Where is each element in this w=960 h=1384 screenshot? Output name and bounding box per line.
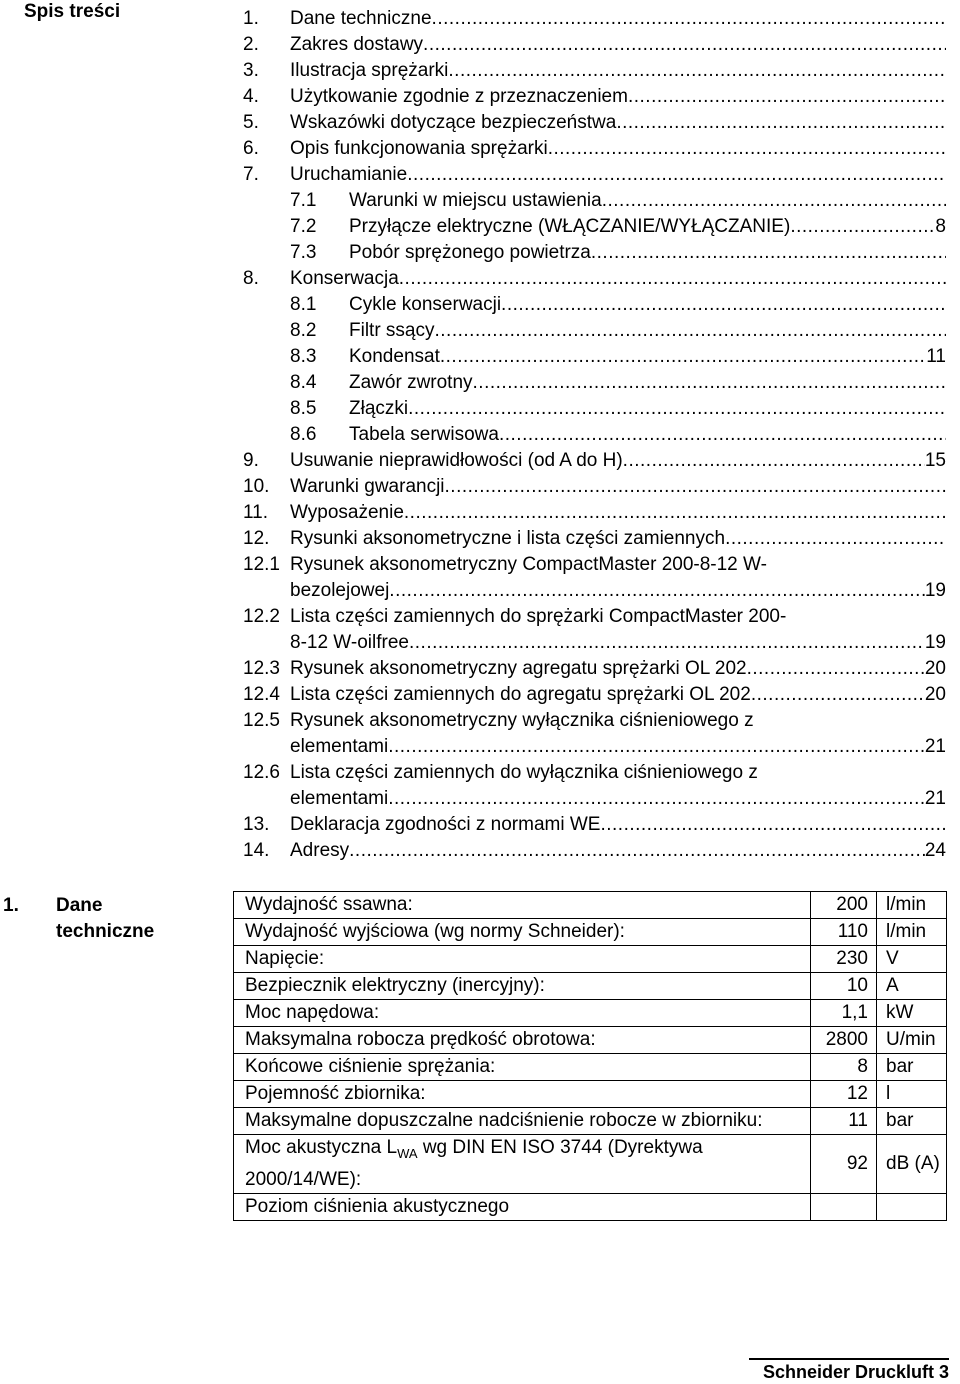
toc-entry[interactable] <box>243 526 946 552</box>
toc-entry-text-first-line: Lista części zamiennych do sprężarki CompactMaster 200- <box>290 606 787 627</box>
toc-entry[interactable] <box>243 474 946 500</box>
spec-label-subscript: WA <box>397 1145 418 1161</box>
toc-entry-text: Dane techniczne <box>290 8 432 29</box>
toc-leader-dots <box>591 240 946 266</box>
toc-entry-number: 7.2 <box>290 216 317 237</box>
toc-entry-number: 12.3 <box>243 658 280 679</box>
spec-unit: U/min <box>877 1027 947 1054</box>
toc-entry-number: 12.1 <box>243 554 280 575</box>
toc-entry-text: Wyposażenie <box>290 502 404 523</box>
toc-entry-text: Uruchamianie <box>290 164 408 185</box>
toc-leader-dots <box>747 656 925 682</box>
toc-leader-dots <box>408 396 946 422</box>
spec-label: Moc napędowa: <box>234 1000 811 1027</box>
spec-unit: l/min <box>877 919 947 946</box>
section-title: Dane techniczne <box>56 895 155 942</box>
spec-row <box>234 892 947 919</box>
toc-leader-dots <box>616 110 946 136</box>
toc-entry-number: 7.1 <box>290 190 317 211</box>
toc-entry-number: 8. <box>243 268 259 289</box>
toc-entry-number: 8.3 <box>290 346 317 367</box>
specs-table <box>233 891 947 1221</box>
toc-entry-text: elementami <box>290 788 389 809</box>
toc-entry-text: Zawór zwrotny <box>349 372 473 393</box>
spec-label: Bezpiecznik elektryczny (inercyjny): <box>234 973 811 1000</box>
spec-label: Maksymalne dopuszczalne nadciśnienie robocze w zbiorniku: <box>234 1108 811 1135</box>
spec-unit: bar <box>877 1108 947 1135</box>
toc-entry-number: 5. <box>243 112 259 133</box>
spec-value: 1,1 <box>811 1000 877 1027</box>
toc-page-number: 20 <box>924 658 946 679</box>
spec-label-text: wg DIN EN ISO 3744 (Dyrektywa 2000/14/WE): <box>245 1137 703 1190</box>
spec-value <box>811 1193 877 1220</box>
toc-page-number: 21 <box>924 736 946 757</box>
toc-entry-text: Rysunek aksonometryczny agregatu sprężarki OL 202 <box>290 658 747 679</box>
toc-entry[interactable] <box>243 760 946 812</box>
section-number: 1. <box>3 895 19 916</box>
spec-row <box>234 1135 947 1194</box>
toc-entry-text: 8-12 W-oilfree <box>290 632 409 653</box>
spec-value: 8 <box>811 1054 877 1081</box>
toc-entry-text: Adresy <box>290 840 350 861</box>
toc-entry-number: 13. <box>243 814 270 835</box>
toc-leader-dots <box>407 162 946 188</box>
toc-page-number: 19 <box>924 632 946 653</box>
spec-value: 110 <box>811 919 877 946</box>
spec-row <box>234 946 947 973</box>
toc-entry-text: Ilustracja sprężarki <box>290 60 449 81</box>
toc-page-number: 20 <box>924 684 946 705</box>
toc-entry-text: Rysunki aksonometryczne i lista części zamiennych <box>290 528 726 549</box>
toc-leader-dots <box>409 630 925 656</box>
spec-row <box>234 1054 947 1081</box>
toc-heading: Spis treści <box>24 1 121 22</box>
spec-label: Wydajność wyjściowa (wg normy Schneider): <box>234 919 811 946</box>
toc-entry[interactable] <box>243 448 946 474</box>
page-footer: Schneider Druckluft 3 <box>749 1358 949 1384</box>
toc-entry[interactable] <box>243 58 946 84</box>
toc-entry[interactable] <box>243 682 946 708</box>
spec-value: 230 <box>811 946 877 973</box>
toc-leader-dots <box>349 838 925 864</box>
toc-leader-dots <box>602 188 946 214</box>
toc-page-number: 24 <box>924 840 946 861</box>
toc-entry[interactable] <box>243 318 946 344</box>
toc-entry-number: 8.1 <box>290 294 317 315</box>
toc-leader-dots <box>440 344 926 370</box>
spec-unit: dB (A) <box>877 1135 947 1194</box>
toc-page-number: 15 <box>924 450 946 471</box>
toc-entry-text: Filtr ssący <box>349 320 435 341</box>
toc-entry-text: Złączki <box>349 398 409 419</box>
toc-entry-text: Użytkowanie zgodnie z przeznaczeniem <box>290 86 628 107</box>
spec-label <box>234 1135 811 1194</box>
toc-entry-text: Kondensat <box>349 346 440 367</box>
spec-unit <box>877 1193 947 1220</box>
toc-entry-text: Wskazówki dotyczące bezpieczeństwa <box>290 112 617 133</box>
toc-entry[interactable] <box>243 370 946 396</box>
spec-value: 12 <box>811 1081 877 1108</box>
toc-entry-text: Opis funkcjonowania sprężarki <box>290 138 548 159</box>
toc-entry-number: 6. <box>243 138 259 159</box>
toc-entry[interactable] <box>243 292 946 318</box>
spec-row <box>234 1000 947 1027</box>
toc-entry[interactable] <box>243 500 946 526</box>
toc-entry-number: 1. <box>243 8 259 29</box>
toc-leader-dots <box>501 292 946 318</box>
toc-entry[interactable] <box>243 214 946 240</box>
toc-entry-number: 10. <box>243 476 270 497</box>
spec-label: Maksymalna robocza prędkość obrotowa: <box>234 1027 811 1054</box>
toc-page-number: 21 <box>924 788 946 809</box>
spec-unit: l/min <box>877 892 947 919</box>
spec-label: Wydajność ssawna: <box>234 892 811 919</box>
spec-value: 200 <box>811 892 877 919</box>
toc-entry[interactable] <box>243 396 946 422</box>
spec-unit: bar <box>877 1054 947 1081</box>
toc-entry[interactable] <box>243 604 946 656</box>
spec-value: 10 <box>811 973 877 1000</box>
toc-entry[interactable] <box>243 240 946 266</box>
spec-unit: A <box>877 973 947 1000</box>
spec-unit: V <box>877 946 947 973</box>
toc-leader-dots <box>445 474 946 500</box>
spec-label: Poziom ciśnienia akustycznego <box>234 1193 811 1220</box>
spec-value: 2800 <box>811 1027 877 1054</box>
toc-entry-text: Przyłącze elektryczne (WŁĄCZANIE/WYŁĄCZANIE) <box>349 216 791 237</box>
toc-entry-text: Deklaracja zgodności z normami WE <box>290 814 601 835</box>
toc-leader-dots <box>600 812 946 838</box>
toc-entry-text: Lista części zamiennych do agregatu sprężarki OL 202 <box>290 684 751 705</box>
spec-label: Pojemność zbiornika: <box>234 1081 811 1108</box>
toc-page-number: 8 <box>935 216 946 237</box>
toc-entry[interactable] <box>243 136 946 162</box>
spec-value: 11 <box>811 1108 877 1135</box>
toc-entry-text: Warunki gwarancji <box>290 476 445 497</box>
toc-leader-dots <box>399 266 946 292</box>
spec-value: 92 <box>811 1135 877 1194</box>
toc-leader-dots <box>751 682 925 708</box>
toc-entry[interactable] <box>243 812 946 838</box>
toc-entry[interactable] <box>243 344 946 370</box>
toc-leader-dots <box>423 32 946 58</box>
spec-row <box>234 1027 947 1054</box>
spec-label-text: Moc akustyczna L <box>245 1137 398 1158</box>
spec-unit: l <box>877 1081 947 1108</box>
toc-entry-text: Cykle konserwacji <box>349 294 502 315</box>
toc-entry-number: 2. <box>243 34 259 55</box>
toc-entry-text: Usuwanie nieprawidłowości (od A do H) <box>290 450 623 471</box>
toc-leader-dots <box>389 578 925 604</box>
toc-leader-dots <box>448 58 946 84</box>
toc-entry-number: 7.3 <box>290 242 317 263</box>
toc-entry[interactable] <box>243 6 946 32</box>
toc-leader-dots <box>499 422 946 448</box>
toc-leader-dots <box>432 6 946 32</box>
toc-entry[interactable] <box>243 32 946 58</box>
toc-leader-dots <box>388 734 925 760</box>
toc-entry[interactable] <box>243 552 946 604</box>
toc-entry-text: Tabela serwisowa <box>349 424 499 445</box>
toc-leader-dots <box>725 526 946 552</box>
toc-entry-text: Zakres dostawy <box>290 34 424 55</box>
toc-entry-number: 7. <box>243 164 259 185</box>
toc-leader-dots <box>628 84 946 110</box>
toc-entry[interactable] <box>243 422 946 448</box>
toc-entry[interactable] <box>243 266 946 292</box>
toc-leader-dots <box>548 136 946 162</box>
toc-leader-dots <box>435 318 947 344</box>
toc-entry-number: 12.5 <box>243 710 280 731</box>
toc-entry-text: Pobór sprężonego powietrza <box>349 242 591 263</box>
toc-page-number: 19 <box>924 580 946 601</box>
spec-row <box>234 1108 947 1135</box>
toc-page-number: 11 <box>926 346 946 367</box>
toc-entry[interactable] <box>243 110 946 136</box>
spec-row <box>234 1193 947 1220</box>
toc-entry-text: Warunki w miejscu ustawienia <box>349 190 602 211</box>
toc-entry-number: 3. <box>243 60 259 81</box>
toc-entry-text-first-line: Rysunek aksonometryczny CompactMaster 200-8-12 W- <box>290 554 767 575</box>
toc-leader-dots <box>623 448 925 474</box>
toc-leader-dots <box>388 786 925 812</box>
spec-unit: kW <box>877 1000 947 1027</box>
toc-entry-number: 12.4 <box>243 684 280 705</box>
toc-entry-number: 14. <box>243 840 270 861</box>
toc-leader-dots <box>790 214 935 240</box>
table-of-contents <box>243 6 946 864</box>
toc-entry-number: 8.6 <box>290 424 317 445</box>
toc-entry[interactable] <box>243 656 946 682</box>
spec-row <box>234 973 947 1000</box>
spec-label: Napięcie: <box>234 946 811 973</box>
toc-entry-number: 4. <box>243 86 259 107</box>
toc-entry-number: 8.2 <box>290 320 317 341</box>
toc-entry[interactable] <box>243 162 946 188</box>
toc-leader-dots <box>404 500 946 526</box>
toc-entry-number: 12.6 <box>243 762 280 783</box>
toc-entry[interactable] <box>243 708 946 760</box>
toc-entry-number: 8.4 <box>290 372 317 393</box>
toc-entry-number: 11. <box>243 502 269 523</box>
spec-row <box>234 919 947 946</box>
toc-entry[interactable] <box>243 838 946 864</box>
toc-leader-dots <box>473 370 946 396</box>
toc-entry-number: 9. <box>243 450 259 471</box>
toc-entry[interactable] <box>243 84 946 110</box>
spec-row <box>234 1081 947 1108</box>
toc-entry-number: 8.5 <box>290 398 317 419</box>
toc-entry-text: Konserwacja <box>290 268 399 289</box>
toc-entry-number: 12. <box>243 528 270 549</box>
toc-entry-text-first-line: Rysunek aksonometryczny wyłącznika ciśnieniowego z <box>290 710 754 731</box>
toc-entry-text: bezolejowej <box>290 580 390 601</box>
spec-label: Końcowe ciśnienie sprężania: <box>234 1054 811 1081</box>
toc-entry-number: 12.2 <box>243 606 280 627</box>
toc-entry-text-first-line: Lista części zamiennych do wyłącznika ciśnieniowego z <box>290 762 758 783</box>
toc-entry[interactable] <box>243 188 946 214</box>
toc-entry-text: elementami <box>290 736 389 757</box>
